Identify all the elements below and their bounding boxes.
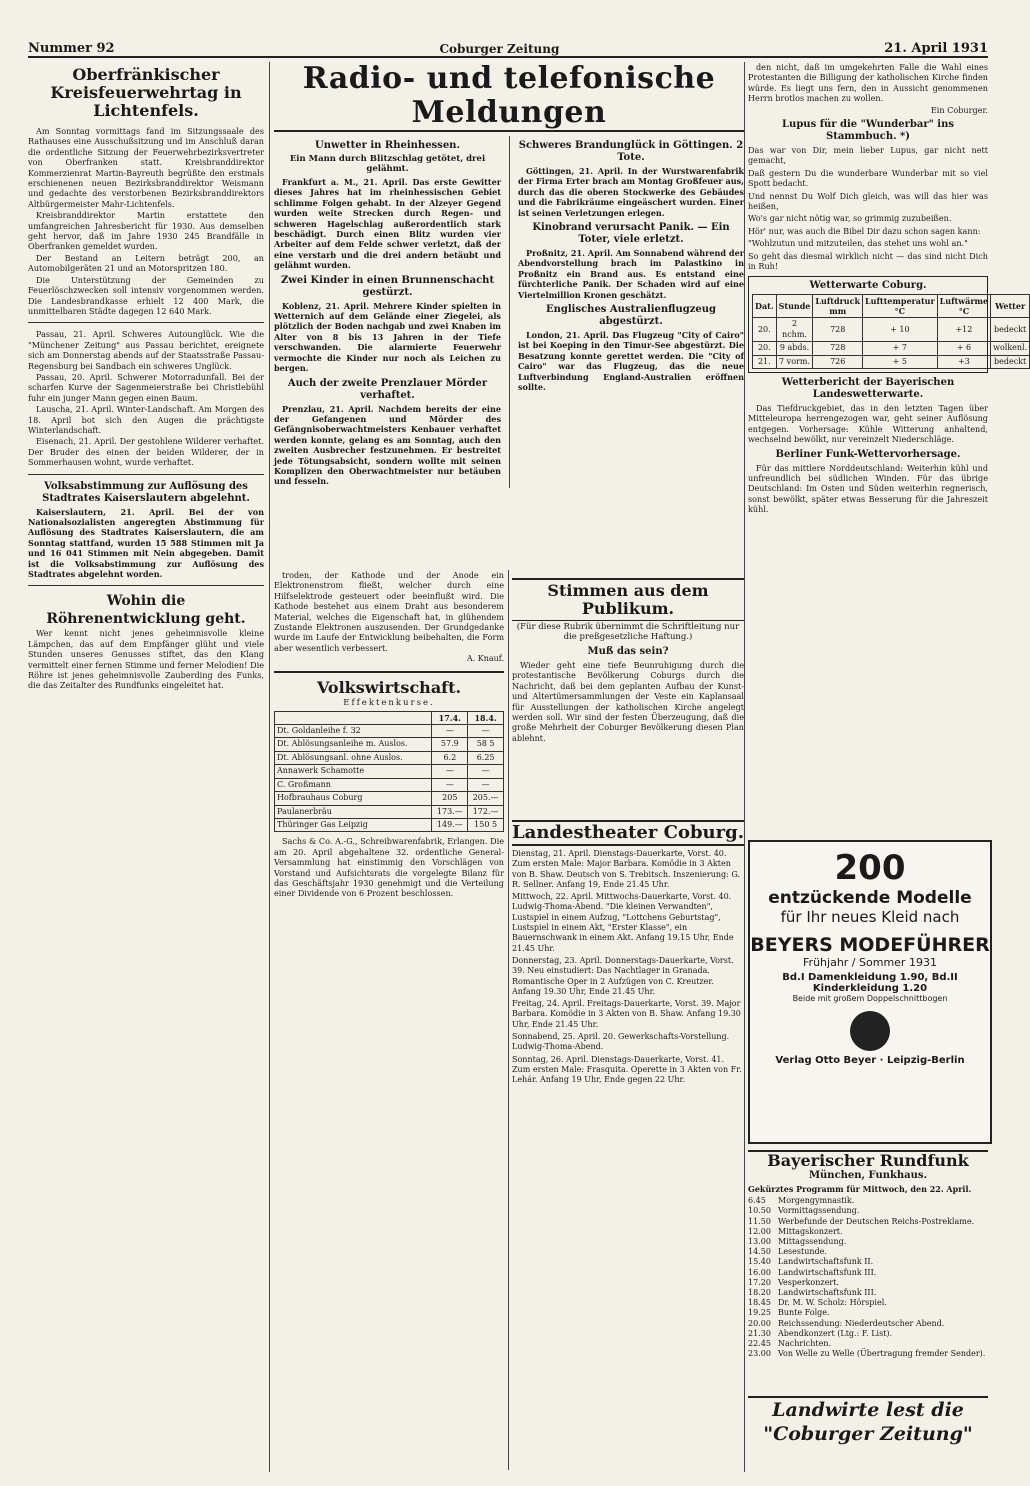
- stock-col-name: [275, 711, 432, 724]
- well-headline: Zwei Kinder in einen Brunnenschacht gestürzt.: [280, 274, 495, 298]
- ad-line: entzückende Modelle: [768, 888, 972, 908]
- radio-item: [748, 1237, 988, 1247]
- stock-row: [275, 818, 504, 831]
- tube-text: Wer kennt nicht jenes geheimnisvolle kleine Lämpchen, das auf dem Empfänger glüht und viele Stunden unseres Genusses stiftet, das den Klang vermittelt einer fernen Stimme und ferner Melodien! Die Röhre ist jenes geheimnisvolle Zauberding des Funks, die das Zeitalter des Rundfunks eingeleitet hat.: [28, 628, 264, 691]
- poem-line: Daß gestern Du die wunderbare Wunderbar mit so viel Spott bedacht.: [748, 167, 988, 189]
- radio-time: 12.00: [748, 1226, 771, 1236]
- poem-line: Wo's gar nicht nötig war, so grimmig zuzubeißen.: [748, 213, 952, 224]
- radio-item: [748, 1227, 988, 1237]
- stock-name: Dt. Ablösungsanl. ohne Auslos.: [275, 751, 432, 764]
- weather-row: [753, 318, 1030, 342]
- stock-price: —: [468, 778, 504, 791]
- radio-item: [748, 1329, 988, 1339]
- radio-item: [748, 1257, 988, 1267]
- radio-time: 18.20: [748, 1288, 771, 1298]
- ad-season: Frühjahr / Sommer 1931: [803, 956, 937, 969]
- radio-time: 21.30: [748, 1328, 771, 1338]
- closing-banner: [748, 1396, 988, 1446]
- plane-text: London, 21. April. Das Flugzeug "City of Cairo" ist bei Koeping in den Timur-See abgestürzt. Die Besatzung konnte gerettet werden. Die "City of Cairo" war das Flugzeug, das die neue Luftverbindung England-Australien eröffnen sollte.: [517, 330, 744, 393]
- radio-item: [748, 1196, 988, 1206]
- panic-headline: Kinobrand verursacht Panik. — Ein Toter, viele erletzt.: [532, 222, 730, 246]
- weather-cell: + 5: [863, 355, 938, 368]
- radio-time: 14.50: [748, 1247, 771, 1257]
- plane-headline: Englisches Australienflugzeug abgestürzt.: [545, 304, 717, 328]
- theatre-section: [512, 820, 744, 1088]
- stock-row: [275, 778, 504, 791]
- stock-price: 149.—: [432, 818, 468, 831]
- radio-item: [748, 1298, 988, 1308]
- ad-logo-icon: [850, 1011, 890, 1051]
- news-column-right: [518, 136, 744, 488]
- radio-title: Mittagskonzert.: [778, 1226, 843, 1236]
- radio-intro: Gekürztes Programm für Mittwoch, den 22. April.: [748, 1184, 972, 1194]
- closing-line: "Coburger Zeitung": [763, 1423, 973, 1445]
- radio-time: 16.00: [748, 1267, 771, 1277]
- forecast-headline: Wetterbericht der Bayerischen Landeswetterwarte.: [781, 376, 955, 400]
- fire-headline: Schweres Brandunglück in Göttingen. 2 Tote.: [518, 140, 744, 163]
- letter-continuation: den nicht, daß im umgekehrten Falle die Wahl eines Protestanten die Billigung der katholischen Kirche finden würde. Es liegt uns fern, den in Aussicht genommenen Herrn brotlos machen zu wollen.: [748, 62, 988, 104]
- stock-price: —: [432, 765, 468, 778]
- stock-price: —: [432, 778, 468, 791]
- weather-cell: bedeckt: [991, 318, 1030, 342]
- radio-item: [748, 1339, 988, 1349]
- article-paragraph: Der Bestand an Leitern beträgt 200, an Automobilgeräten 21 und an Motorspritzen 180.: [28, 252, 264, 274]
- well-text: Koblenz, 21. April. Mehrere Kinder spielten in Wetternich auf dem Gelände einer Ziegelei, als plötzlich der Boden nachgab und zwei Knaben im Alter von 8 bis 13 Jahren in der Tiefe verschwanden. Die alarmierte Feuerwehr vermochte die Kinder nur noch als Leichen zu bergen.: [274, 300, 501, 374]
- paper-name: Coburger Zeitung: [439, 42, 560, 56]
- issue-number: Nummer 92: [28, 41, 115, 56]
- radio-list: [748, 1196, 988, 1359]
- column-rule: [508, 570, 509, 1470]
- radio-title: Vesperkonzert.: [778, 1277, 839, 1287]
- weather-col: Luftwärme °C: [937, 294, 990, 318]
- weather-cell: 2 nchm.: [776, 318, 813, 342]
- stock-price: 205: [432, 792, 468, 805]
- stock-price: 57.9: [432, 738, 468, 751]
- stock-price: 150 5: [468, 818, 504, 831]
- murder-text: Prenzlau, 21. April. Nachdem bereits der eine der Gefangenen und Mörder des Gefängnisoberwachtmeisters Kenbauer verhaftet werden konnte, gelang es am Sonntag, auch den zweiten Ausbrecher festzunehmen. Er bestreitet jede Tötungsabsicht, sondern wollte mit seinen Komplizen den Oberwachtmeister nur betäuben und fesseln.: [274, 403, 501, 487]
- tube-author: A. Knauf.: [466, 654, 504, 664]
- stock-name: Thüringer Gas Leipzig: [275, 818, 432, 831]
- murder-headline: Auch der zweite Prenzlauer Mörder verhaftet.: [287, 377, 488, 401]
- radio-title: Von Welle zu Welle (Übertragung fremder Sender).: [778, 1349, 986, 1359]
- radio-title: Vormittagssendung.: [778, 1206, 860, 1216]
- poem-line: Und nennst Du Wolf Dich gleich, was will das hier was heißen,: [748, 190, 988, 212]
- stock-row: [275, 792, 504, 805]
- weather-cell: 20.: [753, 318, 777, 342]
- stock-row: [275, 751, 504, 764]
- brief-item: Passau, 20. April. Schwerer Motorradunfall. Bei der scharfen Kurve der Sagenmeierstraße bei Christlebühl fuhr ein junger Mann gegen einen Baum.: [28, 371, 264, 403]
- poem-line: Hör' nur, was auch die Bibel Dir dazu schon sagen kann:: [748, 225, 981, 236]
- radio-item: [748, 1206, 988, 1216]
- radio-title: Dr. M. W. Scholz: Hörspiel.: [778, 1298, 887, 1308]
- radio-item: [748, 1349, 988, 1359]
- weather-row: [753, 355, 1030, 368]
- weather-cell: + 10: [863, 318, 938, 342]
- stock-name: Dt. Goldanleihe f. 32: [275, 725, 432, 738]
- radio-time: 23.00: [748, 1349, 771, 1359]
- stock-price: 205.—: [468, 792, 504, 805]
- radio-title: Landwirtschaftsfunk III.: [778, 1267, 877, 1277]
- theatre-entry: Dienstag, 21. April. Dienstags-Dauerkarte, Vorst. 40. Zum ersten Male: Major Barbara. Komödie in 3 Akten von B. Shaw. Deutsch von S. Trebitsch. Inszenierung: G. R. Sellner. Anfang 19, Ende 21.45 Uhr.: [512, 849, 741, 889]
- weather-col: Stunde: [776, 294, 813, 318]
- weather-cell: 20.: [753, 342, 777, 355]
- letter-signature: Ein Coburger.: [930, 104, 988, 115]
- tube-headline: Wohin die Röhrenentwicklung geht.: [46, 593, 246, 628]
- radio-time: 19.25: [748, 1308, 771, 1318]
- weather-cell: 728: [813, 318, 863, 342]
- stock-price: 6.25: [468, 751, 504, 764]
- main-headline: Radio- und telefonische Meldungen: [274, 62, 744, 132]
- radio-item: [748, 1308, 988, 1318]
- ad-note: Beide mit großem Doppelschnittbogen: [792, 994, 948, 1003]
- stock-table: [274, 711, 504, 833]
- radio-time: 22.45: [748, 1339, 771, 1349]
- column-3: [274, 570, 504, 1470]
- radio-title: Werbefunde der Deutschen Reichs-Postreklame.: [778, 1216, 975, 1226]
- stock-price: 172.—: [468, 805, 504, 818]
- stock-col-date: 18.4.: [468, 711, 504, 724]
- weather-cell: +3: [937, 355, 990, 368]
- poem-headline: Lupus für die "Wunderbar" ins Stammbuch. *): [782, 119, 954, 143]
- stock-col-date: 17.4.: [432, 711, 468, 724]
- panic-text: Proßnitz, 21. April. Am Sonnabend während der Abendvorstellung brach im Palastkino in Proßnitz ein Brand aus. Es entstand eine fürchterliche Panik. Der Schaden wird auf eine Viertelmillion Kronen geschätzt.: [517, 248, 744, 300]
- weather-cell: 728: [813, 342, 863, 355]
- closing-line: Landwirte lest die: [772, 1399, 964, 1421]
- weather-col: Wetter: [991, 294, 1030, 318]
- radio-title: Landwirtschaftsfunk II.: [778, 1257, 874, 1267]
- radio-title: Morgengymnastik.: [778, 1196, 855, 1206]
- stock-price: 173.—: [432, 805, 468, 818]
- berlin-forecast-headline: Berliner Funk-Wettervorhersage.: [775, 448, 961, 460]
- radio-item: [748, 1288, 988, 1298]
- radio-subhead: München, Funkhaus.: [808, 1170, 928, 1181]
- radio-item: [748, 1247, 988, 1257]
- theatre-entry: Mittwoch, 22. April. Mittwochs-Dauerkarte, Vorst. 40. Ludwig-Thoma-Abend. "Die kleinen Verwandten", Lustspiel in einem Aufzug, "Lottchens Geburtstag", Lustspiel in einem Akt, "Erster Klasse", ein Bauernschwank in einem Akt. Anfang 19.15 Uhr, Ende 21.45 Uhr.: [512, 892, 734, 953]
- radio-title: Reichssendung: Niederdeutscher Abend.: [778, 1318, 945, 1328]
- weather-cell: 9 abds.: [776, 342, 813, 355]
- vote-text: Kaiserslautern, 21. April. Bei der von Nationalsozialisten angeregten Abstimmung für Auflösung des Stadtrates Kaiserslautern, die am Sonntag stattfand, wurden 15 588 Stimmen mit Ja und 16 041 Stimmen mit Nein abgegeben. Damit ist die Volksabstimmung zur Auflösung des Stadtrates abgelehnt worden.: [28, 506, 264, 580]
- economy-headline: Volkswirtschaft.: [316, 677, 462, 697]
- weather-cell: 7 vorm.: [776, 355, 813, 368]
- stock-name: Hofbrauhaus Coburg: [275, 792, 432, 805]
- poem-line: So geht das diesmal wirklich nicht — das sind nicht Dich in Ruh!: [748, 250, 988, 272]
- weather-cell: + 7: [863, 342, 938, 355]
- theatre-entry: Sonntag, 26. April. Dienstags-Dauerkarte, Vorst. 41. Zum ersten Male: Frasquita. Operette in 3 Akten von Fr. Lehár. Anfang 19 Uhr, Ende gegen 22 Uhr.: [512, 1054, 742, 1085]
- weather-cell: bedeckt: [991, 355, 1030, 368]
- weather-table: [752, 294, 1030, 369]
- weather-col: Lufttemperatur °C: [863, 294, 938, 318]
- radio-title: Nachrichten.: [778, 1339, 832, 1349]
- stock-name: Dt. Ablösungsanleihe m. Auslos.: [275, 738, 432, 751]
- radio-title: Abendkonzert (Ltg.: F. List).: [778, 1328, 893, 1338]
- ad-number: 200: [834, 848, 906, 888]
- masthead: [28, 36, 988, 58]
- theatre-entry: Freitag, 24. April. Freitags-Dauerkarte, Vorst. 39. Major Barbara. Komödie in 3 Akten von B. Shaw. Anfang 19.30 Uhr, Ende 21.45 Uhr.: [512, 999, 741, 1029]
- voices-question: Muß das sein?: [587, 646, 669, 657]
- ad-line: für Ihr neues Kleid nach: [780, 908, 960, 926]
- stock-price: —: [432, 725, 468, 738]
- column-right: [748, 62, 1028, 832]
- forecast-text: Das Tiefdruckgebiet, das in den letzten Tagen über Mitteleuropa herrengezogen war, geht seiner Auflösung entgegen. Vorhersage: Kühle Witterung anhaltend, wechselnd bewölkt, nur vereinzelt Niederschläge.: [748, 402, 988, 445]
- stock-price: —: [468, 725, 504, 738]
- radio-time: 17.20: [748, 1277, 771, 1287]
- storm-subhead: Ein Mann durch Blitzschlag getötet, drei gelähmt.: [289, 154, 486, 174]
- brief-item: Eisenach, 21. April. Der gestohlene Wilderer verhaftet. Der Bruder des einen der beiden Wilderer, der in Sommerhausen wohnt, wurde verhaftet.: [28, 436, 264, 468]
- stock-row: [275, 738, 504, 751]
- ad-brand: BEYERS MODEFÜHRER: [750, 934, 990, 956]
- vote-headline: Volksabstimmung zur Auflösung des Stadtrates Kaiserslautern abgelehnt.: [42, 480, 250, 504]
- fire-text: Göttingen, 21. April. In der Wurstwarenfabrik der Firma Erter brach am Montag Großfeuer aus, durch das die oberen Stockwerke des Gebäudes und die Fabrikräume eingeäschert wurden. Einer ist seinen Verletzungen erlegen.: [517, 166, 744, 218]
- radio-time: 18.45: [748, 1298, 771, 1308]
- poem-line: Das war von Dir, mein lieber Lupus, gar nicht nett gemacht,: [748, 145, 988, 166]
- radio-time: 10.50: [748, 1206, 771, 1216]
- weather-cell: 21.: [753, 355, 777, 368]
- voices-note: (Für diese Rubrik übernimmt die Schriftleitung nur die preßgesetzliche Haftung.): [516, 622, 740, 642]
- theatre-entry: Donnerstag, 23. April. Donnerstags-Dauerkarte, Vorst. 39. Neu einstudiert: Das Nachtlager in Granada. Romantische Oper in 2 Aufzügen von C. Kreutzer. Anfang 19.30 Uhr, Ende 21.45 Uhr.: [512, 955, 734, 996]
- brief-item: Passau, 21. April. Schweres Autounglück. Wie die "Münchener Zeitung" aus Passau berichtet, ereignete sich am Donnerstag abends auf der Staatsstraße Passau-Regensburg bei Sandbach ein schweres Unglück.: [28, 329, 264, 371]
- economy-subhead: Effektenkurse.: [343, 697, 435, 708]
- news-column-left: [274, 136, 501, 488]
- stock-name: Annawerk Schamotte: [275, 765, 432, 778]
- radio-time: 15.40: [748, 1257, 771, 1267]
- radio-item: [748, 1319, 988, 1329]
- ad-prices: Bd.I Damenkleidung 1.90, Bd.II Kinderkleidung 1.20: [782, 972, 958, 994]
- voices-text: Wieder geht eine tiefe Beunruhigung durch die protestantische Bevölkerung Coburgs durch die Nachricht, daß bei dem geplanten Aufbau der Kunst- und Altertümersammlungen der Veste ein Kaplansaal für Ausstellungen der katholischen Kirche angelegt werden soll. Wir sind der festen Überzeugung, daß die große Mehrheit der Coburger Bevölkerung diesen Plan ablehnt.: [512, 660, 744, 743]
- radio-item: [748, 1278, 988, 1288]
- radio-news-section: [274, 62, 744, 562]
- ad-publisher: Verlag Otto Beyer · Leipzig-Berlin: [775, 1055, 965, 1066]
- storm-headline: Unwetter in Rheinhessen.: [315, 140, 460, 151]
- stock-price: 6.2: [432, 751, 468, 764]
- radio-title: Bunte Folge.: [778, 1308, 830, 1318]
- column-rule: [744, 62, 745, 1472]
- radio-title: Mittagssendung.: [778, 1237, 847, 1247]
- weather-box: [748, 276, 1028, 373]
- column-1: [28, 62, 264, 1472]
- article-paragraph: Am Sonntag vormittags fand im Sitzungssaale des Rathauses eine Ausschußsitzung und im Anschluß daran die ordentliche Sitzung der Feuerwehrbezirksvertreter von Oberfranken statt. Kreisbranddirektor Kommerzienrat Martin-Bayreuth begrüßte den erstmals erschienenen neuen Bezirksbranddirektor Weismann und gedachte des verstorbenen Bezirksbranddirektors Altbürgermeister Mahr-Lichtenfels.: [28, 126, 264, 209]
- fire-brigade-headline: Oberfränkischer Kreisfeuerwehrtag in Lichtenfels.: [50, 65, 242, 120]
- stock-row: [275, 765, 504, 778]
- issue-date: 21. April 1931: [884, 41, 988, 56]
- radio-item: [748, 1268, 988, 1278]
- radio-programme: [748, 1150, 988, 1359]
- weather-cell: 726: [813, 355, 863, 368]
- weather-col: Luftdruck mm: [813, 294, 863, 318]
- theatre-headline: Landestheater Coburg.: [512, 820, 744, 846]
- stock-name: C. Großmann: [275, 778, 432, 791]
- radio-item: [748, 1217, 988, 1227]
- weather-cell: +12: [937, 318, 990, 342]
- berlin-forecast-text: Für das mittlere Norddeutschland: Weiterhin kühl und unfreundlich bei südlichen Winden. Für das übrige Deutschland: Im Osten und Süden weiterhin regnerisch, sonst bewölkt, später etwas Besserung für die Jahreszeit kühl.: [748, 462, 988, 515]
- article-paragraph: Die Unterstützung der Gemeinden zu Feuerlöschzwecken soll intensiv vorgenommen werden. Die Landesbrandkasse erhielt 12 400 Mark, die unmittelbaren Städte dagegen 12 640 Mark.: [28, 274, 264, 316]
- radio-headline: Bayerischer Rundfunk: [748, 1150, 988, 1170]
- weather-row: [753, 342, 1030, 355]
- poem-line: "Wohlzutun und mitzuteilen, das stehet uns wohl an.": [748, 238, 968, 249]
- weather-col: Dat.: [753, 294, 777, 318]
- brief-item: Lauscha, 21. April. Winter-Landschaft. Am Morgen des 18. April bot sich den Augen die prächtigste Winterlandschaft.: [28, 404, 264, 435]
- weather-headline: Wetterwarte Coburg.: [809, 279, 927, 291]
- stock-name: Paulanerbräu: [275, 805, 432, 818]
- weather-cell: + 6: [937, 342, 990, 355]
- radio-time: 13.00: [748, 1237, 771, 1247]
- radio-time: 6.45: [748, 1196, 766, 1206]
- radio-time: 20.00: [748, 1318, 771, 1328]
- voices-headline: Stimmen aus dem Publikum.: [512, 578, 744, 621]
- theatre-entry: Sonnabend, 25. April. 20. Gewerkschafts-Vorstellung. Ludwig-Thoma-Abend.: [512, 1032, 730, 1052]
- beyer-advertisement: [748, 840, 992, 1144]
- radio-title: Lesestunde.: [778, 1247, 827, 1257]
- column-rule: [269, 62, 270, 1472]
- article-paragraph: Kreisbranddirektor Martin erstattete den umfangreichen Jahresbericht für 1930. Aus demselben geht hervor, daß im Jahre 1930 245 Brandfälle in Oberfranken gemeldet wurden.: [28, 210, 264, 252]
- tube-continuation: troden, der Kathode und der Anode ein Elektronenstrom fließt, welcher durch eine Hilfselektrode gesteuert oder beeinflußt wird. Die Kathode bestehet aus einem Draht aus besonderem Material, welches die Eigenschaft hat, in glühendem Zustande Elektronen auszusenden. Der Grundgedanke wurde im Laufe der Entwicklung beibehalten, die Form aber wesentlich verbessert.: [274, 570, 504, 653]
- voices-section: [512, 578, 744, 814]
- storm-text: Frankfurt a. M., 21. April. Das erste Gewitter dieses Jahres hat im rheinhessischen Gebiet schlimme Folgen gehabt. In der Alzeyer Gegend wurden weite Strecken durch Regen- und schweren Hagelschlag außerordentlich stark beschädigt. Durch einen Blitz wurden vier Arbeiter auf dem Felde schwer verletzt, daß der eine verstarb und die drei andern betäubt und gelähmt wurden.: [274, 177, 501, 271]
- radio-time: 11.50: [748, 1216, 771, 1226]
- weather-cell: wolkenl.: [991, 342, 1030, 355]
- stock-row: [275, 805, 504, 818]
- radio-title: Landwirtschaftsfunk III.: [778, 1288, 877, 1298]
- economy-text: Sachs & Co. A.-G., Schreibwarenfabrik, Erlangen. Die am 20. April abgehaltene 32. ordentliche General-Versammlung hat einstimmig den Vorschlägen von Vorstand und Aufsichtsrats die vorgelegte Bilanz für das Geschäftsjahr 1930 genehmigt und die Verteilung einer Dividende von 6 Prozent beschlossen.: [274, 836, 504, 899]
- stock-price: 58 5: [468, 738, 504, 751]
- stock-price: —: [468, 765, 504, 778]
- stock-row: [275, 725, 504, 738]
